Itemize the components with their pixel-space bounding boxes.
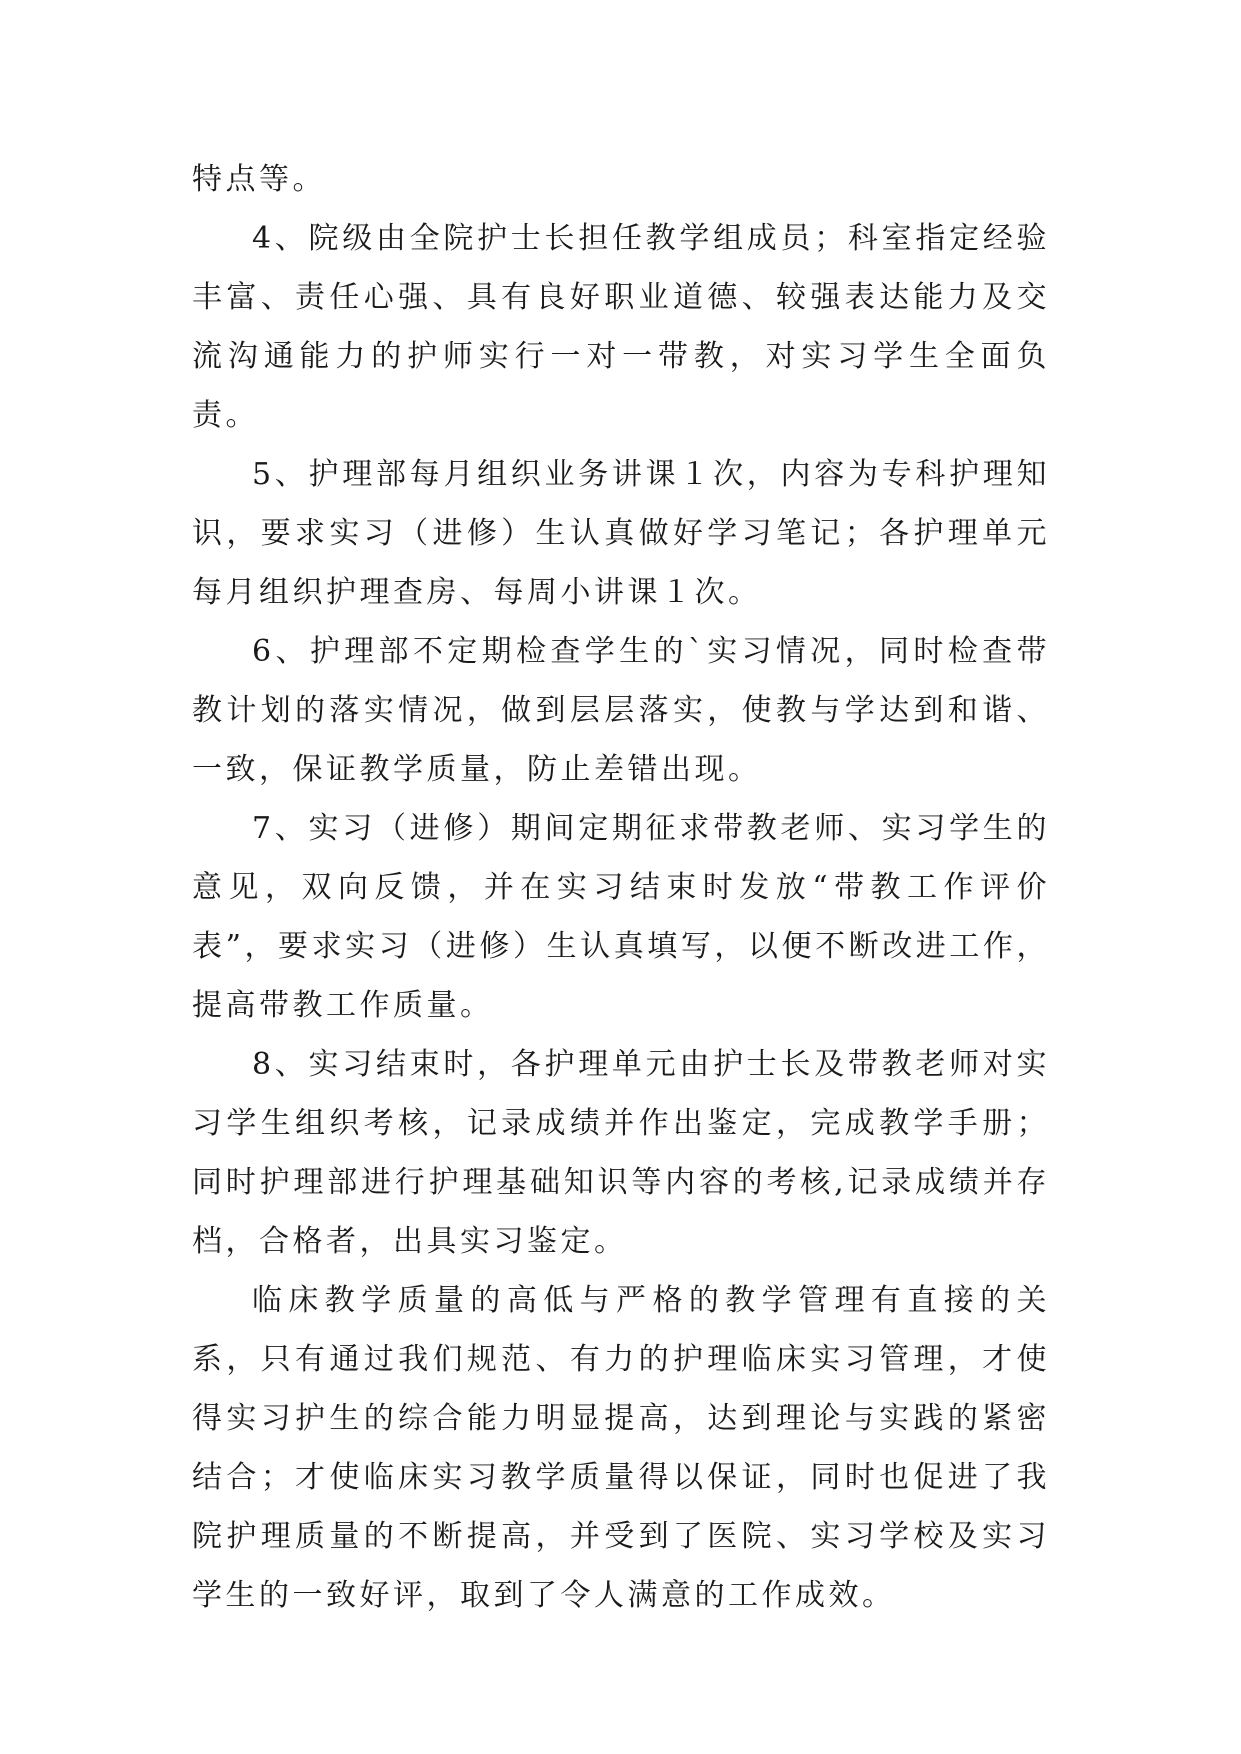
paragraph-item-7: 7、实习（进修）期间定期征求带教老师、实习学生的意见，双向反馈，并在实习结束时发放“带教工作评价表”，要求实习（进修）生认真填写，以便不断改进工作，提高带教工作质量。 — [192, 811, 1050, 1023]
paragraph-continuation: 特点等。 — [192, 162, 326, 197]
paragraph-conclusion: 临床教学质量的高低与严格的教学管理有直接的关系，只有通过我们规范、有力的护理临床实习管理，才使得实习护生的综合能力明显提高，达到理论与实践的紧密结合；才使临床实习教学质量得以保证，同时也促进了我院护理质量的不断提高，并受到了医院、实习学校及实习学生的一致好评，取到了令人满意的工作成效。 — [192, 1283, 1050, 1613]
paragraph-item-8: 8、实习结束时，各护理单元由护士长及带教老师对实习学生组织考核，记录成绩并作出鉴定，完成教学手册；同时护理部进行护理基础知识等内容的考核,记录成绩并存档，合格者，出具实习鉴定。 — [192, 1047, 1050, 1259]
document-page — [192, 150, 1050, 1625]
paragraph-item-5: 5、护理部每月组织业务讲课１次，内容为专科护理知识，要求实习（进修）生认真做好学习笔记；各护理单元每月组织护理查房、每周小讲课１次。 — [192, 457, 1050, 610]
paragraph-item-4: 4、院级由全院护士长担任教学组成员；科室指定经验丰富、责任心强、具有良好职业道德、较强表达能力及交流沟通能力的护师实行一对一带教，对实习学生全面负责。 — [192, 221, 1050, 433]
paragraph-item-6: 6、护理部不定期检查学生的`实习情况，同时检查带教计划的落实情况，做到层层落实，使教与学达到和谐、一致，保证教学质量，防止差错出现。 — [192, 634, 1050, 787]
